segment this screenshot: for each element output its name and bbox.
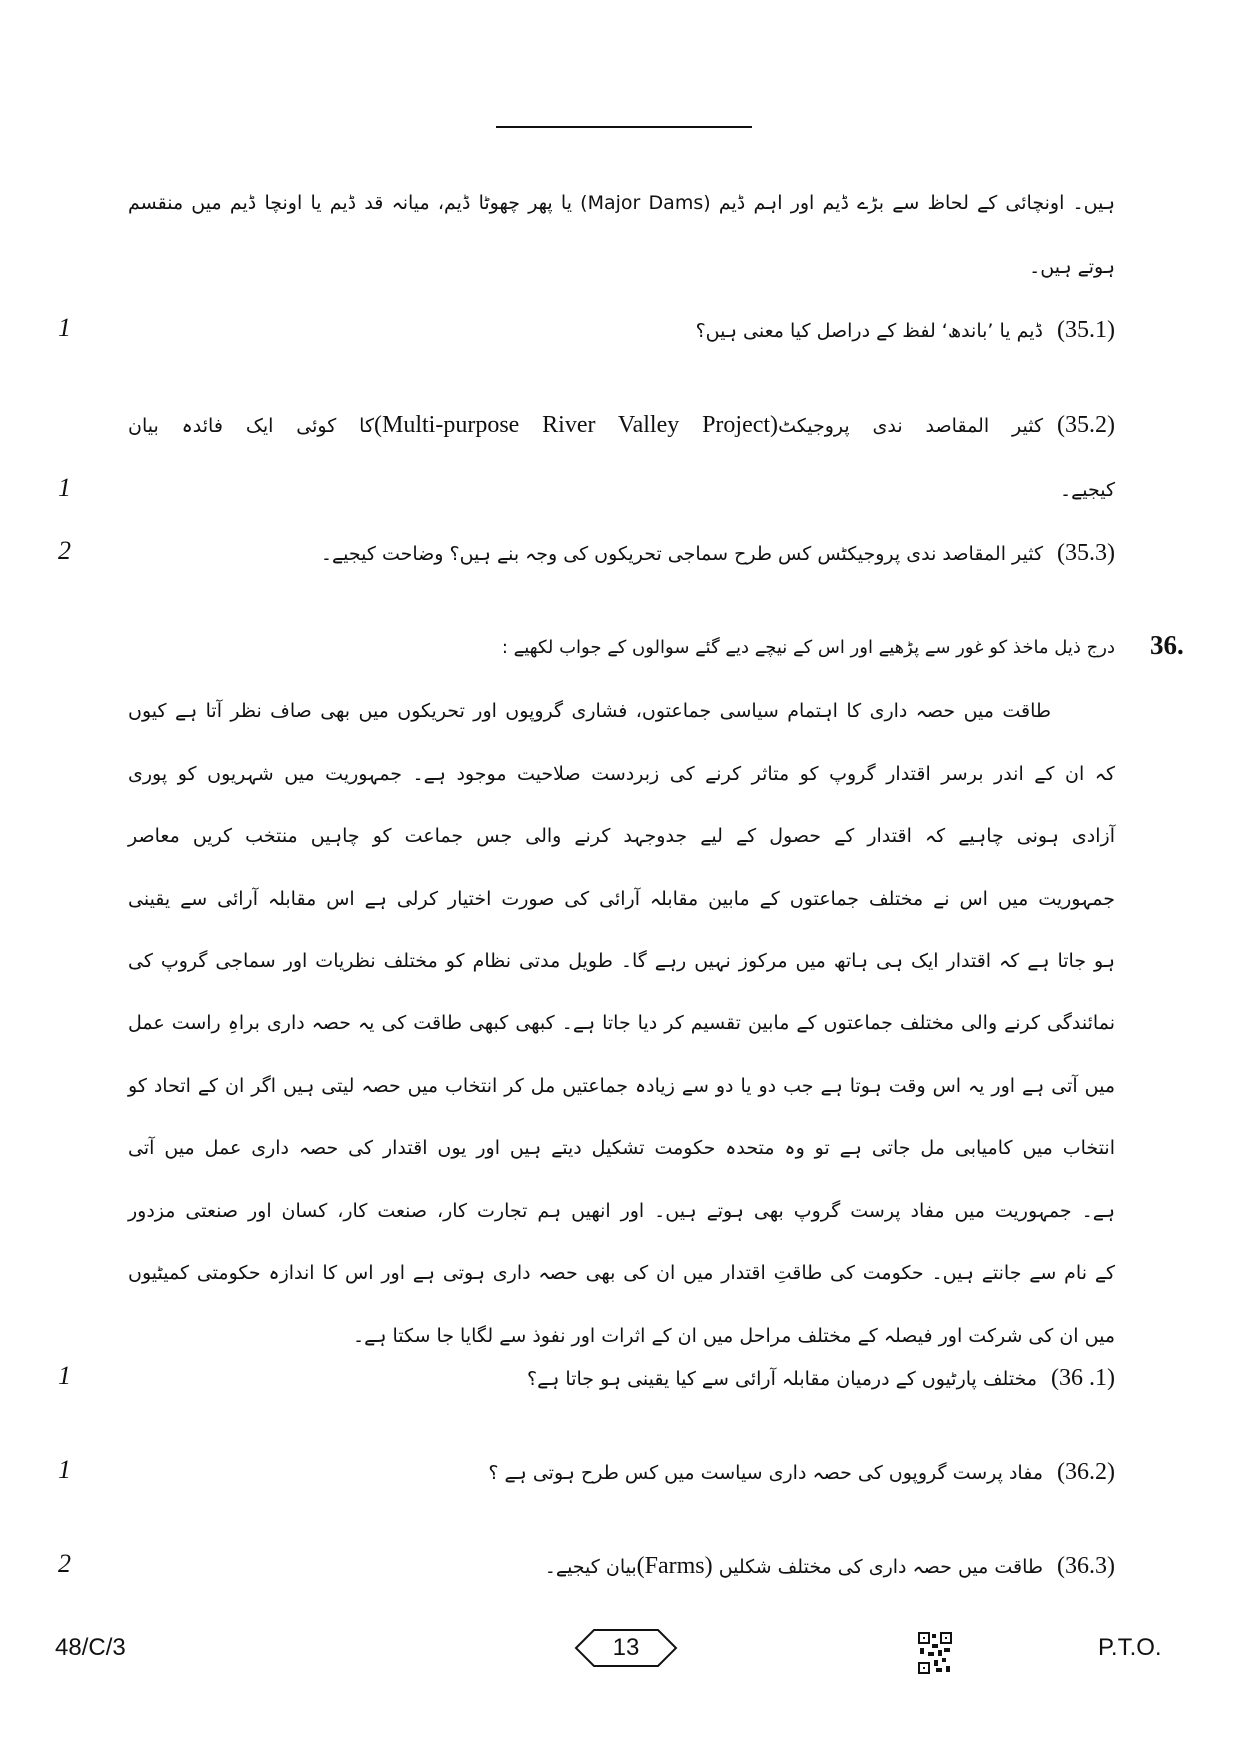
question-text: بیان کیجیے۔ — [544, 1556, 637, 1578]
passage-line: طاقت میں حصہ داری کا اہتمام سیاسی جماعتوں، فشاری گروپوں اور تحریکوں میں بھی صاف نظر آتا ہے کیوں — [128, 700, 1051, 722]
passage-line: میں ان کی شرکت اور فیصلہ کے مختلف مراحل میں ان کے اثرات اور نفوذ سے لگایا جا سکتا ہے۔ — [353, 1325, 1115, 1347]
question-text: کثیر المقاصد ندی پروجیکٹس کس طرح سماجی تحریکوں کی وجہ بنے ہیں؟ وضاحت کیجیے۔ — [320, 543, 1044, 565]
passage-line: انتخاب میں کامیابی مل جاتی ہے تو وہ متحدہ حکومت تشکیل دیتے ہیں اور یوں اقتدار کی حصہ داری عمل میں آتی — [128, 1137, 1115, 1159]
question-text: کا کوئی ایک فائدہ بیان — [128, 415, 374, 437]
question-text: مختلف پارٹیوں کے درمیان مقابلہ آرائی سے کیا یقینی ہو جاتا ہے؟ — [527, 1368, 1038, 1390]
marks-36-2: 1 — [58, 1455, 71, 1484]
please-turn-over: P.T.O. — [1098, 1634, 1162, 1661]
question-36-3 — [128, 1546, 1115, 1587]
question-35-2 — [128, 405, 1115, 446]
passage-line: ہو جاتا ہے کہ اقتدار ایک ہی ہاتھ میں مرکوز نہیں رہے گا۔ طویل مدتی نظام کو مختلف نظریات اور سماجی گروپ کی — [128, 950, 1115, 972]
question-35-2-cont: کیجیے۔ — [1059, 479, 1115, 501]
passage-line: نمائندگی کرنے والی مختلف جماعتوں کے مابین تقسیم کر دیا جاتا ہے۔ کبھی کبھی طاقت کی یہ حصہ داری براہِ راست عمل — [128, 1012, 1115, 1034]
question-36-2 — [128, 1452, 1115, 1493]
question-35-3 — [128, 533, 1115, 574]
question-number: (36 .1) — [1051, 1365, 1115, 1391]
question-36-1 — [128, 1358, 1115, 1399]
question-number: (35.2) — [1057, 412, 1115, 438]
question-number: (35.1) — [1057, 317, 1115, 343]
passage-line: کہ ان کے اندر برسر اقتدار گروپ کو متاثر کرنے کی زبردست صلاحیت موجود ہے۔ جمہوریت میں شہریوں کو پوری — [128, 763, 1115, 785]
qr-code-icon — [918, 1632, 952, 1674]
question-text: کثیر المقاصد ندی پروجیکٹ — [778, 415, 1044, 437]
question-number: (35.3) — [1057, 540, 1115, 566]
question-number: (36.3) — [1057, 1553, 1115, 1579]
question-36-instruction: درج ذیل ماخذ کو غور سے پڑھیے اور اس کے نیچے دیے گئے سوالوں کے جواب لکھیے : — [501, 637, 1115, 658]
english-term: (Multi-purpose River Valley Project) — [374, 412, 779, 438]
passage-line: میں آتی ہے اور یہ اس وقت ہوتا ہے جب دو یا دو سے زیادہ جماعتیں مل کر انتخاب میں حصہ لیتی ہیں اگر ان کے اتحاد کو — [128, 1075, 1115, 1097]
intro-line-1: ہیں۔ اونچائی کے لحاظ سے بڑے ڈیم اور اہم ڈیم (Major Dams) یا پھر چھوٹا ڈیم، میانہ قد ڈیم یا اونچا ڈیم میں منقسم — [128, 192, 1116, 214]
question-text: مفاد پرست گروپوں کی حصہ داری سیاست میں کس طرح ہوتی ہے ؟ — [488, 1462, 1044, 1484]
question-text: ڈیم یا ’باندھ‘ لفظ کے دراصل کیا معنی ہیں؟ — [695, 320, 1044, 342]
passage-line: جمہوریت میں اس نے مختلف جماعتوں کے مابین مقابلہ آرائی کی صورت اختیار کرلی ہے اس مقابلہ آرائی سے یقینی — [128, 888, 1115, 910]
english-term: (Farms) — [636, 1553, 713, 1579]
marks-36-1: 1 — [58, 1361, 71, 1390]
question-number: (36.2) — [1057, 1459, 1115, 1485]
intro-line-2: ہوتے ہیں۔ — [1029, 256, 1115, 278]
passage-line: ہے۔ جمہوریت میں مفاد پرست گروپ بھی ہوتے ہیں۔ اور انھیں ہم تجارت کار، صنعت کار، کسان اور صنعتی مزدور — [128, 1200, 1115, 1222]
top-rule — [496, 126, 752, 128]
marks-36-3: 2 — [58, 1549, 71, 1578]
passage-line: کے نام سے جانتے ہیں۔ حکومت کی طاقتِ اقتدار میں ان کی بھی حصہ داری ہوتی ہے اور اس کا اندازہ حکومتی کمیٹیوں — [128, 1262, 1115, 1284]
page-number-badge — [574, 1628, 678, 1668]
question-text: طاقت میں حصہ داری کی مختلف شکلیں — [718, 1556, 1044, 1578]
question-35-1 — [128, 310, 1115, 351]
marks-35-1: 1 — [58, 313, 71, 342]
passage-line: آزادی ہونی چاہیے کہ اقتدار کے حصول کے لیے جدوجہد کرنے والی جس جماعت کو چاہیں منتخب کریں معاصر — [128, 825, 1115, 847]
marks-35-3: 2 — [58, 536, 71, 565]
marks-35-2: 1 — [58, 473, 71, 502]
question-36-number: 36. — [1150, 630, 1184, 660]
paper-code: 48/C/3 — [55, 1634, 126, 1661]
page-number: 13 — [612, 1634, 640, 1661]
